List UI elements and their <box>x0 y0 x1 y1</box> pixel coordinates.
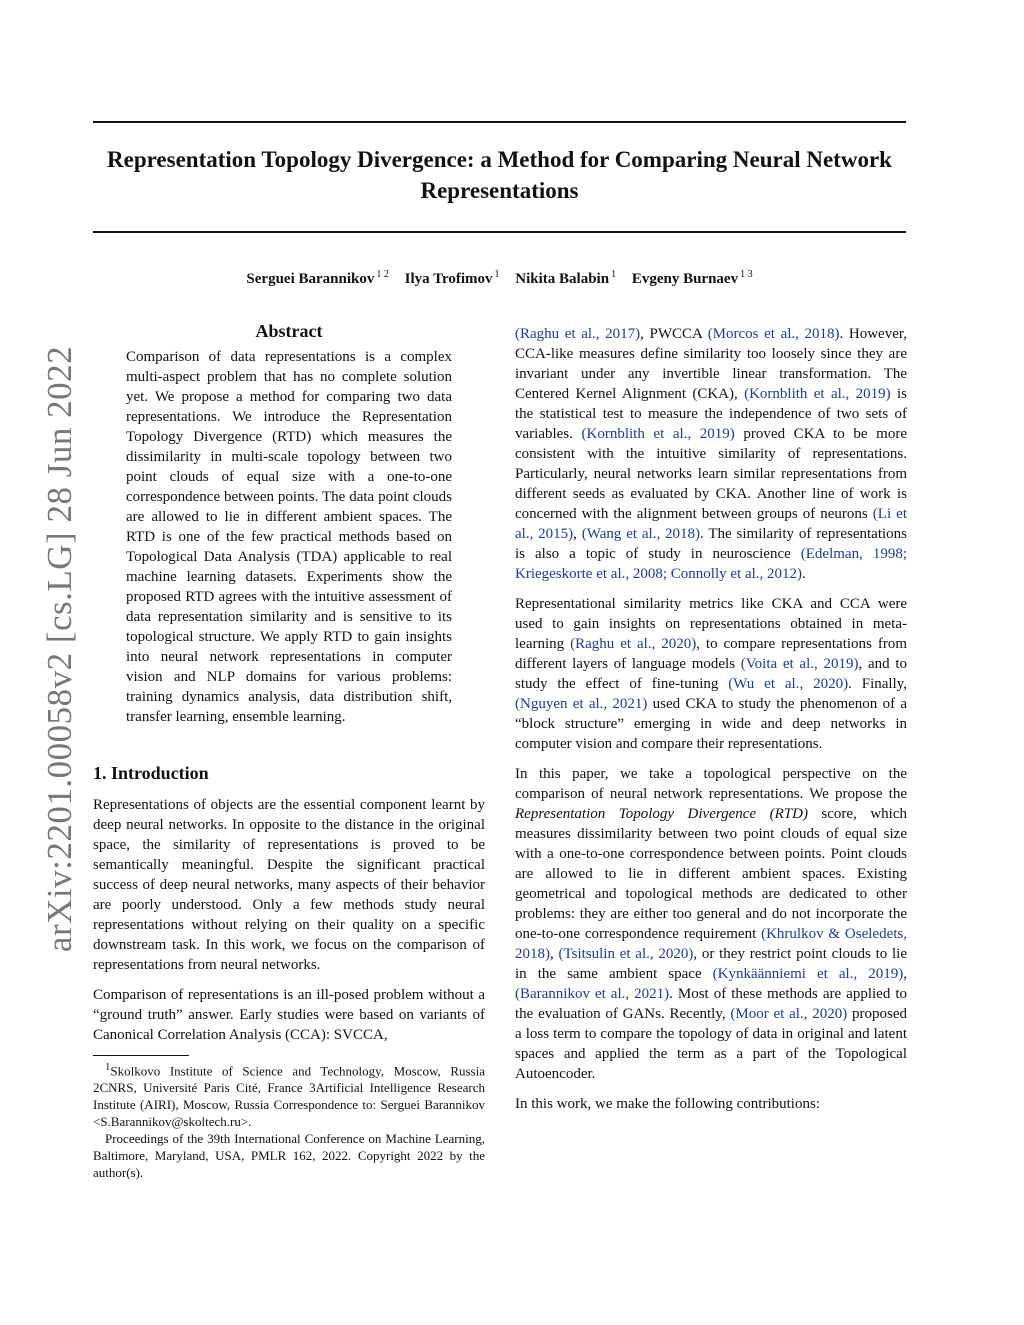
title-rule-top <box>93 121 906 123</box>
author: Serguei Barannikov $^{1 2}$ <box>246 269 389 287</box>
text-run: proved CKA to be more consistent with the intuitive similarity of representations. Particularly, neural networks learn similar representations from different seeds as evaluated by CKA. Another line of work is concerned with the alignment between groups of neurons <box>515 426 907 522</box>
citation-link[interactable]: (Nguyen et al., 2021) <box>515 696 648 712</box>
citation-link[interactable]: (Tsitsulin et al., 2020) <box>558 946 694 962</box>
proceedings-footnote: Proceedings of the 39th International Conference on Machine Learning, Baltimore, Maryland, USA, PMLR 162, 2022. Copyright 2022 by the author(s). <box>93 1131 485 1181</box>
text-run: , and to study the effect of fine-tuning <box>515 656 907 692</box>
citation-link[interactable]: (Edelman, 1998; Kriegeskorte et al., 2008; Connolly et al., 2012) <box>515 546 907 582</box>
affiliation-footnote: $^1$Skolkovo Institute of Science and Technology, Moscow, Russia 2CNRS, Université Paris Cité, France 3Artificial Intelligence Research Institute (AIRI), Moscow, Russia Correspondence to: Serguei Barannikov <S.Barannikov@skoltech.ru>. <box>93 1061 485 1130</box>
intro-paragraph: Comparison of representations is an ill-posed problem without a “ground truth” answer. Early studies were based on variants of Canonical Correlation Analysis (CCA): SVCCA, <box>93 987 485 1043</box>
text-run: score, which measures dissimilarity between two point clouds of equal size with a one-to-one correspondence between points. Point clouds are allowed to lie in different ambient spaces. Existing geometrical and topological methods are dedicated to other problems: they are either too general and do not incorporate the one-to-one correspondence requirement <box>515 806 907 942</box>
text-run: . Finally, <box>848 676 908 692</box>
citation-link[interactable]: (Li et al., 2015) <box>515 506 907 542</box>
citation-link[interactable]: (Raghu et al., 2020) <box>570 636 697 652</box>
text-run: proposed a loss term to compare the topology of data in original and latent spaces and applied the term as a part of the Topological Autoencoder. <box>515 1006 907 1082</box>
text-run: is the statistical test to measure the independence of two sets of variables. <box>515 386 907 442</box>
citation-link[interactable]: (Wang et al., 2018) <box>581 526 701 542</box>
abstract-text: Comparison of data representations is a complex multi-aspect problem that has no complete solution yet. We propose a method for comparing two data representations. We introduce the Representation Topology Divergence (RTD) which measures the dissimilarity in multi-scale topology between two point clouds of equal size with a one-to-one correspondence between points. The data point clouds are allowed to lie in different ambient spaces. The RTD is one of the few practical methods based on Topological Data Analysis (TDA) applicable to real machine learning datasets. Experiments show the proposed RTD agrees with the intuitive assessment of data representation similarity and is sensitive to its topological structure. We apply RTD to gain insights into neural network representations in computer vision and NLP domains for various problems: training dynamics analysis, data distribution shift, transfer learning, ensemble learning. <box>126 349 452 725</box>
body-paragraph <box>515 594 907 754</box>
left-column <box>93 320 485 1181</box>
citation-link[interactable]: (Kynkäänniemi et al., 2019) <box>712 966 904 982</box>
citation-link[interactable]: (Voita et al., 2019) <box>740 656 859 672</box>
right-column <box>515 324 907 1124</box>
citation-link[interactable]: (Morcos et al., 2018) <box>707 326 840 342</box>
text-run: , <box>573 526 582 542</box>
text-run: , PWCCA <box>640 326 708 342</box>
title-rule-bottom <box>93 231 906 233</box>
citation-link[interactable]: (Khrulkov & Oseledets, 2018) <box>515 926 907 962</box>
text-run: , to compare representations from different layers of language models <box>515 636 907 672</box>
text-run: used CKA to study the phenomenon of a “block structure” emerging in wide and deep networks in computer vision and compare their representations. <box>515 696 907 752</box>
citation-link[interactable]: (Raghu et al., 2017) <box>515 326 641 342</box>
text-run: . However, CCA-like measures define similarity too loosely since they are invariant under any invertible linear transformation. The Centered Kernel Alignment (CKA), <box>515 326 908 402</box>
citation-link[interactable]: (Moor et al., 2020) <box>730 1006 848 1022</box>
citation-link[interactable]: (Kornblith et al., 2019) <box>744 386 891 402</box>
body-paragraph <box>515 764 907 1084</box>
text-run: Representation Topology Divergence (RTD) <box>515 806 808 822</box>
text-run: . The similarity of representations is also a topic of study in neuroscience <box>515 526 907 562</box>
arxiv-identifier-stamp: arXiv:2201.00058v2 [cs.LG] 28 Jun 2022 <box>40 345 79 953</box>
text-run: , <box>903 966 907 982</box>
author-list <box>93 265 906 289</box>
text-run: . <box>802 566 806 582</box>
author: Evgeny Burnaev $^{1 3}$ <box>631 269 753 287</box>
footnote-divider <box>93 1055 189 1056</box>
intro-paragraph: Representations of objects are the essential component learnt by deep neural networks. In opposite to the distance in the original space, the similarity of representations is proved to be semantically meaningful. Despite the significant practical success of deep neural networks, many aspects of their behavior are poorly understood. Only a few methods study neural representations without relying on their quality on a specific downstream task. In this work, we focus on the comparison of representations from neural networks. <box>93 797 485 973</box>
citation-link[interactable]: (Barannikov et al., 2021) <box>515 986 670 1002</box>
text-run: In this paper, we take a topological perspective on the comparison of neural network representations. We propose the <box>515 766 907 802</box>
introduction-heading: 1. Introduction <box>93 763 209 783</box>
paper-title: Representation Topology Divergence: a Method for Comparing Neural Network Representations <box>107 147 892 203</box>
abstract-heading: Abstract <box>255 321 323 341</box>
body-paragraph: In this work, we make the following contributions: <box>515 1096 820 1112</box>
author: Ilya Trofimov $^1$ <box>404 269 500 287</box>
citation-link[interactable]: (Kornblith et al., 2019) <box>581 426 735 442</box>
text-run: Representational similarity metrics like CKA and CCA were used to gain insights on representations obtained in meta-learning <box>515 596 907 652</box>
text-run: , <box>550 946 559 962</box>
citation-link[interactable]: (Wu et al., 2020) <box>728 676 849 692</box>
body-paragraph <box>515 324 907 584</box>
text-run: , or they restrict point clouds to lie in the same ambient space <box>515 946 908 982</box>
author: Nikita Balabin $^1$ <box>515 269 617 287</box>
text-run: . Most of these methods are applied to the evaluation of GANs. Recently, <box>515 986 907 1022</box>
